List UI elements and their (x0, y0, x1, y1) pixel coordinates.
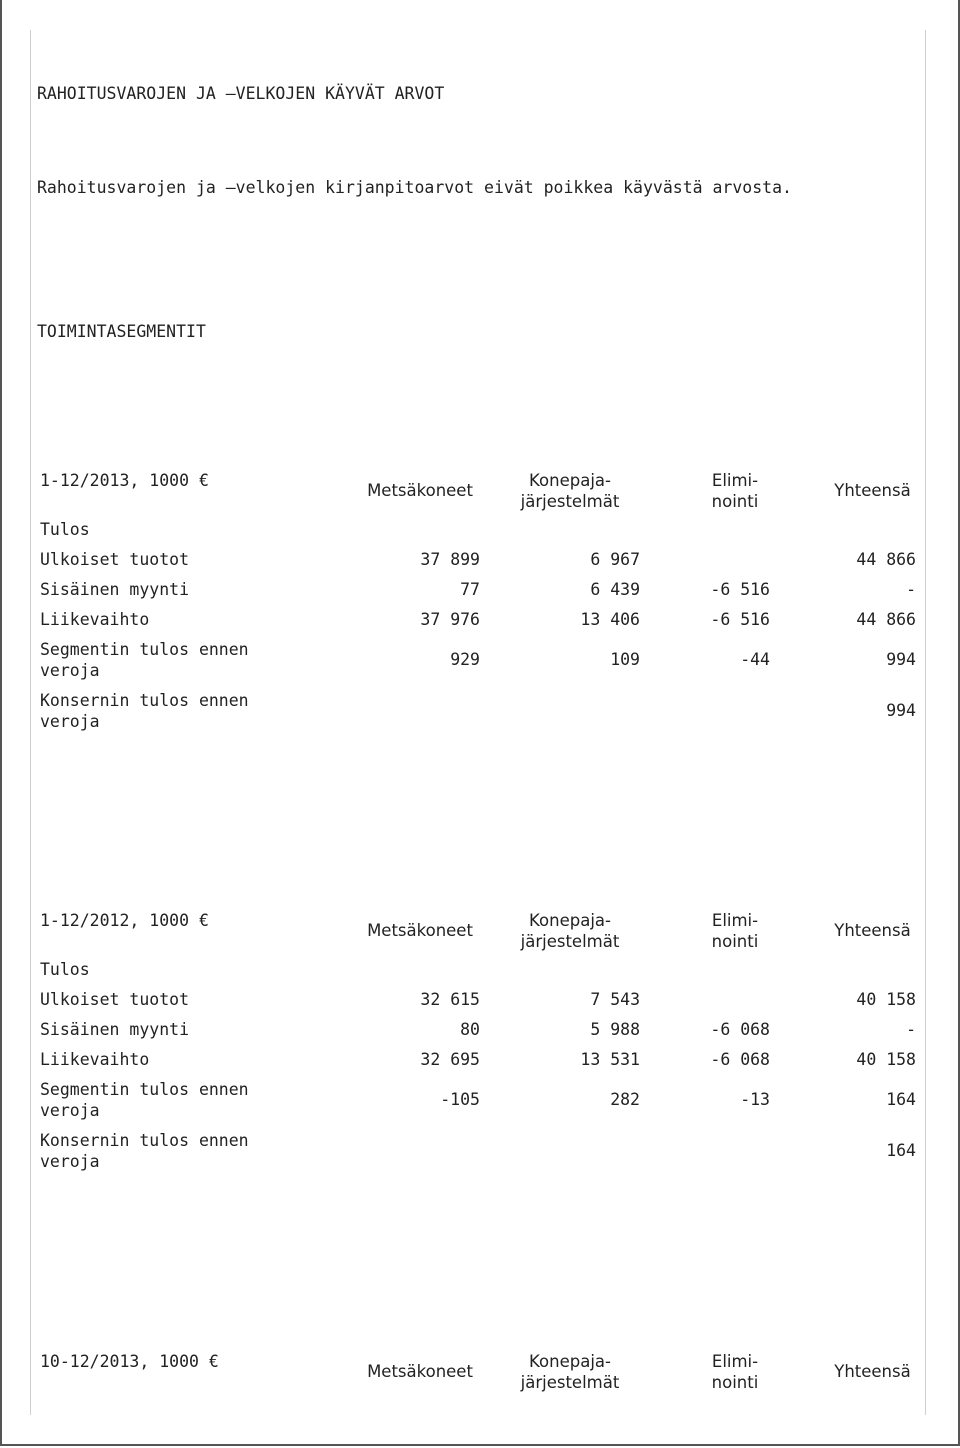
column-header-line: Konepaja- (529, 1352, 611, 1371)
cell-metsakoneet: 929 (450, 650, 480, 669)
fair-values-paragraph: Rahoitusvarojen ja –velkojen kirjanpitoarvot eivät poikkea käyvästä arvosta. (37, 178, 792, 197)
cell-konepaja: 6 967 (590, 550, 640, 569)
cell-yhteensa: 40 158 (856, 990, 916, 1009)
cell-konepaja: 5 988 (590, 1020, 640, 1039)
column-header-line: Elimi- (711, 911, 759, 930)
column-header-konepaja (500, 910, 640, 952)
column-header-metsakoneet: Metsäkoneet (367, 921, 473, 940)
section-heading-segments: TOIMINTASEGMENTIT (37, 322, 206, 341)
cell-yhteensa: 164 (886, 1090, 916, 1109)
column-header-line: Elimi- (711, 1352, 759, 1371)
cell-yhteensa: 994 (886, 701, 916, 720)
cell-konepaja: 13 406 (580, 610, 640, 629)
cell-yhteensa: 40 158 (856, 1050, 916, 1069)
cell-yhteensa: 44 866 (856, 550, 916, 569)
column-header-line: Konepaja- (529, 471, 611, 490)
cell-konepaja: 13 531 (580, 1050, 640, 1069)
cell-metsakoneet: 80 (460, 1020, 480, 1039)
cell-metsakoneet: 77 (460, 580, 480, 599)
column-header-line: nointi (711, 492, 759, 511)
cell-eliminointi: -6 068 (710, 1050, 770, 1069)
row-label: Sisäinen myynti (40, 1020, 190, 1039)
cell-eliminointi: -6 516 (710, 580, 770, 599)
content-rule-right (925, 30, 926, 1415)
cell-yhteensa: 994 (886, 650, 916, 669)
column-header-line: nointi (711, 932, 759, 951)
content-rule-left (30, 30, 31, 1415)
cell-yhteensa: - (906, 1020, 916, 1039)
column-header-line: järjestelmät (520, 1373, 620, 1392)
cell-metsakoneet: 37 976 (420, 610, 480, 629)
group-label: Tulos (40, 960, 90, 979)
cell-konepaja: 109 (610, 650, 640, 669)
table-period-label: 1-12/2013, 1000 € (40, 471, 209, 490)
cell-metsakoneet: 32 695 (420, 1050, 480, 1069)
column-header-konepaja (500, 470, 640, 512)
cell-eliminointi: -44 (740, 650, 770, 669)
row-label: Liikevaihto (40, 1050, 150, 1069)
table-period-label: 10-12/2013, 1000 € (40, 1352, 219, 1371)
row-label: Sisäinen myynti (40, 580, 190, 599)
column-header-yhteensa: Yhteensä (834, 481, 911, 500)
cell-metsakoneet: -105 (440, 1090, 480, 1109)
column-header-line: järjestelmät (520, 492, 620, 511)
column-header-yhteensa: Yhteensä (834, 1362, 911, 1381)
column-header-metsakoneet: Metsäkoneet (367, 481, 473, 500)
section-heading-fair-values: RAHOITUSVAROJEN JA –VELKOJEN KÄYVÄT ARVOT (37, 84, 445, 103)
column-header-line: Elimi- (711, 471, 759, 490)
cell-konepaja: 282 (610, 1090, 640, 1109)
row-label: Ulkoiset tuotot (40, 990, 190, 1009)
cell-yhteensa: 44 866 (856, 610, 916, 629)
group-label: Tulos (40, 520, 90, 539)
column-header-eliminointi (690, 1351, 780, 1393)
cell-yhteensa: 164 (886, 1141, 916, 1160)
column-header-eliminointi (690, 470, 780, 512)
row-label: Liikevaihto (40, 610, 150, 629)
cell-eliminointi: -6 516 (710, 610, 770, 629)
table-period-label: 1-12/2012, 1000 € (40, 911, 209, 930)
cell-eliminointi: -13 (740, 1090, 770, 1109)
row-label: Ulkoiset tuotot (40, 550, 190, 569)
column-header-line: nointi (711, 1373, 759, 1392)
column-header-metsakoneet: Metsäkoneet (367, 1362, 473, 1381)
row-label: Konsernin tulos ennen veroja (40, 1131, 249, 1171)
column-header-line: järjestelmät (520, 932, 620, 951)
column-header-eliminointi (690, 910, 780, 952)
row-label: Konsernin tulos ennen veroja (40, 691, 249, 731)
cell-metsakoneet: 37 899 (420, 550, 480, 569)
cell-eliminointi: -6 068 (710, 1020, 770, 1039)
row-label: Segmentin tulos ennen veroja (40, 640, 249, 680)
cell-yhteensa: - (906, 580, 916, 599)
row-label: Segmentin tulos ennen veroja (40, 1080, 249, 1120)
cell-konepaja: 6 439 (590, 580, 640, 599)
cell-metsakoneet: 32 615 (420, 990, 480, 1009)
column-header-yhteensa: Yhteensä (834, 921, 911, 940)
column-header-line: Konepaja- (529, 911, 611, 930)
column-header-konepaja (500, 1351, 640, 1393)
cell-konepaja: 7 543 (590, 990, 640, 1009)
